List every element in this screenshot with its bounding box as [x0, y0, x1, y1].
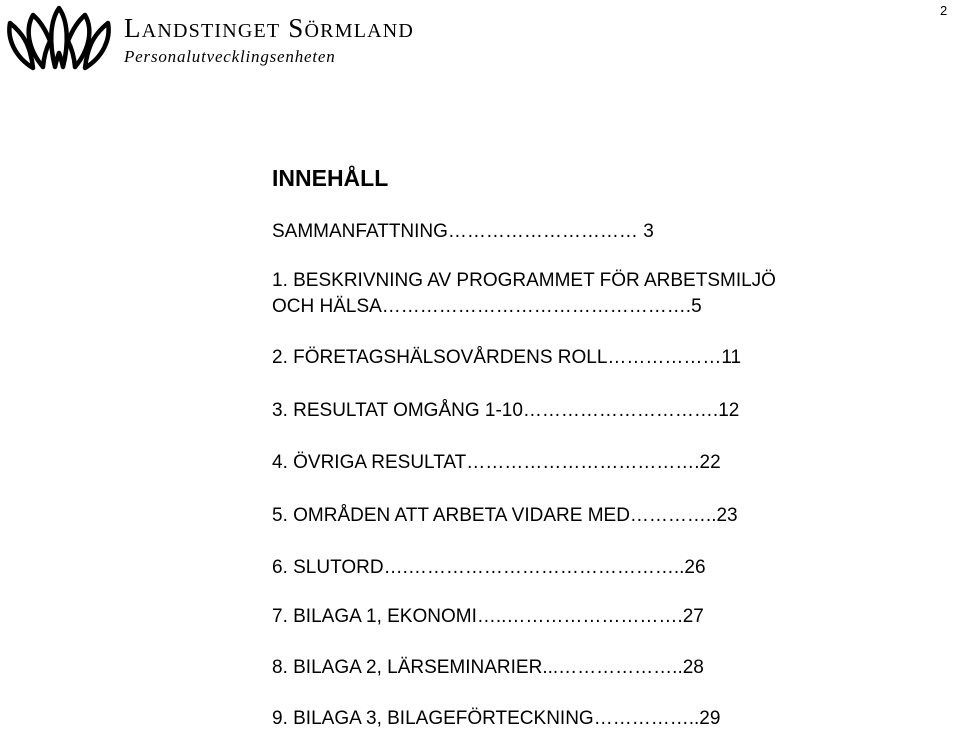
- toc-title: INNEHÅLL: [272, 165, 389, 191]
- organization-unit: Personalutvecklingsenheten: [124, 47, 336, 66]
- organization-header: [124, 14, 414, 67]
- org-name-rest-1: ANDSTINGET: [141, 20, 281, 42]
- toc-entry-5: 5. OMRÅDEN ATT ARBETA VIDARE MED…………..23: [272, 505, 738, 526]
- toc-entry-2: 2. FÖRETAGSHÄLSOVÅRDENS ROLL………………11: [272, 347, 742, 368]
- org-name-rest-2: ÖRMLAND: [304, 20, 415, 42]
- toc-entry-8: 8. BILAGA 2, LÄRSEMINARIER...………………..28: [272, 657, 704, 678]
- organization-name: [124, 14, 414, 45]
- toc-entry-summary: SAMMANFATTNING………………………… 3: [272, 221, 654, 242]
- toc-entry-9: 9. BILAGA 3, BILAGEFÖRTECKNING……………..29: [272, 708, 721, 729]
- toc-entry-7: 7. BILAGA 1, EKONOMI…..……………………….27: [272, 606, 704, 627]
- tulip-logo-icon: [3, 3, 115, 73]
- toc-entry-1: 1. BESKRIVNING AV PROGRAMMET FÖR ARBETSMILJÖ: [272, 270, 776, 291]
- toc-entry-6: 6. SLUTORD….……………………………………..26: [272, 557, 706, 578]
- toc-entry-3: 3. RESULTAT OMGÅNG 1-10………………………….12: [272, 400, 740, 421]
- org-name-initial-2: S: [280, 13, 305, 43]
- toc-entry-1-continued: OCH HÄLSA………………………………………….5: [272, 296, 702, 317]
- page-number: 2: [940, 3, 948, 18]
- org-name-initial-1: L: [124, 13, 142, 43]
- toc-entry-4: 4. ÖVRIGA RESULTAT……………………………….22: [272, 452, 721, 473]
